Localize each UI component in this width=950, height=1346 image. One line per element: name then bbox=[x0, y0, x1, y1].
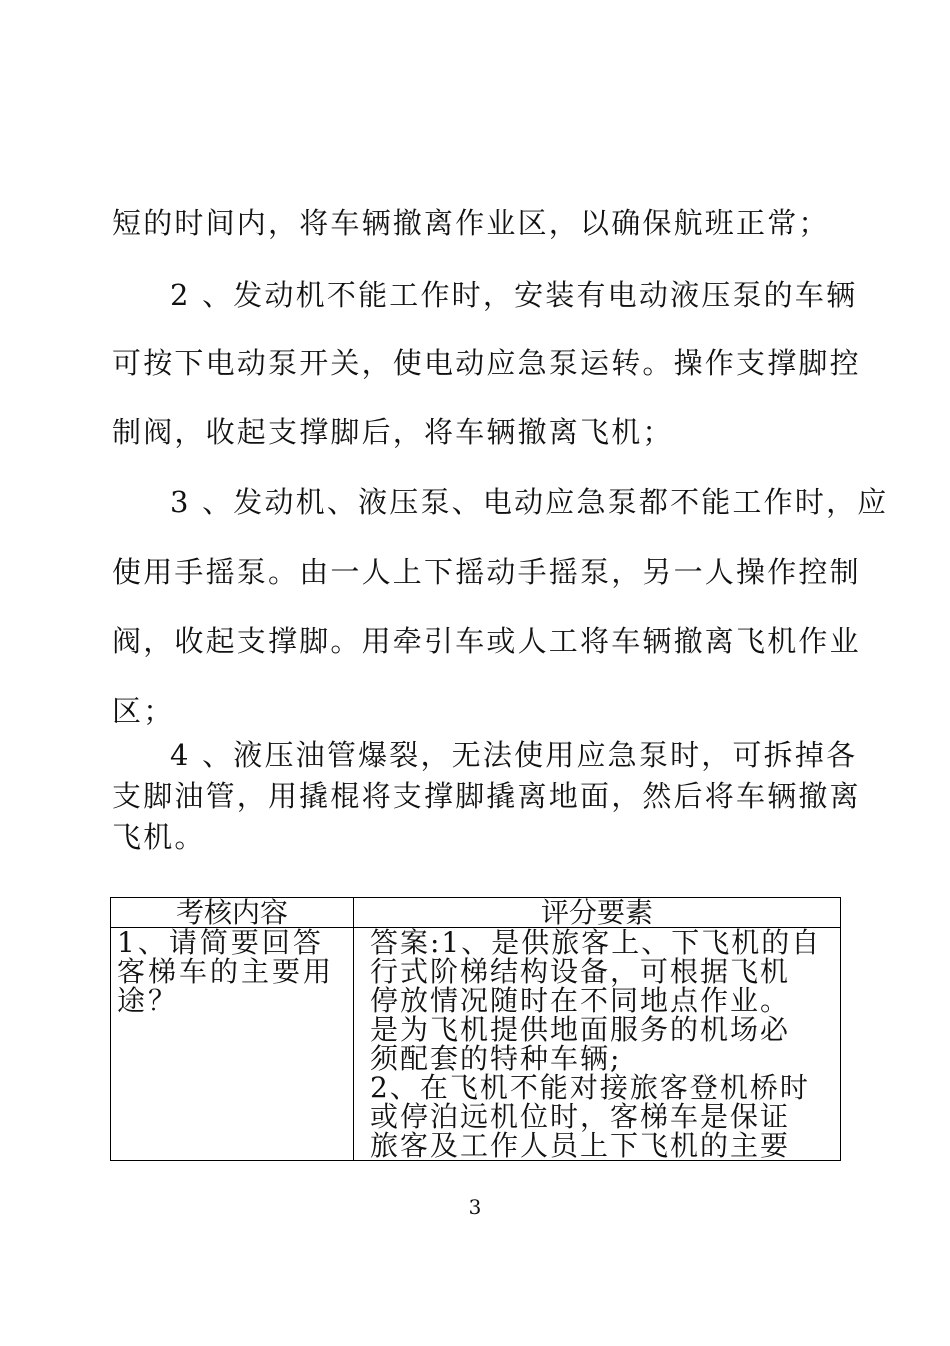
question-cell bbox=[111, 928, 354, 1161]
body-line: 短的时间内，将车辆撤离作业区，以确保航班正常； bbox=[112, 206, 830, 240]
body-line: 2 、发动机不能工作时，安装有电动液压泵的车辆 bbox=[170, 278, 858, 312]
body-line: 使用手摇泵。由一人上下摇动手摇泵，另一人操作控制 bbox=[112, 555, 861, 589]
answer-line: 答案:1、是供旅客上、下飞机的自 bbox=[370, 926, 822, 959]
body-line: 区； bbox=[112, 694, 175, 728]
question-line: 途？ bbox=[117, 984, 180, 1017]
table-header-row bbox=[111, 898, 841, 928]
answer-line: 停放情况随时在不同地点作业。 bbox=[370, 984, 791, 1017]
body-line: 飞机。 bbox=[112, 820, 206, 854]
answer-line: 旅客及工作人员上下飞机的主要 bbox=[370, 1129, 791, 1162]
answer-line: 2、在飞机不能对接旅客登机桥时 bbox=[370, 1071, 810, 1104]
body-line: 3 、发动机、液压泵、电动应急泵都不能工作时，应 bbox=[170, 485, 889, 519]
column-header-criteria: 评分要素 bbox=[354, 898, 841, 928]
body-line: 支脚油管，用撬棍将支撑脚撬离地面，然后将车辆撤离 bbox=[112, 779, 861, 813]
body-line: 阀，收起支撑脚。用牵引车或人工将车辆撤离飞机作业 bbox=[112, 624, 861, 658]
body-line: 制阀，收起支撑脚后，将车辆撤离飞机； bbox=[112, 415, 674, 449]
answer-line: 是为飞机提供地面服务的机场必 bbox=[370, 1013, 791, 1046]
column-header-content: 考核内容 bbox=[111, 898, 354, 928]
answer-cell bbox=[354, 928, 841, 1161]
table-row bbox=[111, 928, 841, 1161]
page-number: 3 bbox=[468, 1195, 482, 1219]
question-line: 客梯车的主要用 bbox=[117, 955, 335, 988]
question-line: 1、请简要回答 bbox=[117, 926, 324, 959]
grading-table bbox=[110, 897, 841, 1161]
answer-line: 行式阶梯结构设备，可根据飞机 bbox=[370, 955, 791, 988]
answer-line: 或停泊远机位时，客梯车是保证 bbox=[370, 1100, 791, 1133]
answer-line: 须配套的特种车辆; bbox=[370, 1042, 622, 1075]
body-line: 4 、液压油管爆裂，无法使用应急泵时，可拆掉各 bbox=[170, 738, 858, 772]
body-line: 可按下电动泵开关，使电动应急泵运转。操作支撑脚控 bbox=[112, 346, 861, 380]
